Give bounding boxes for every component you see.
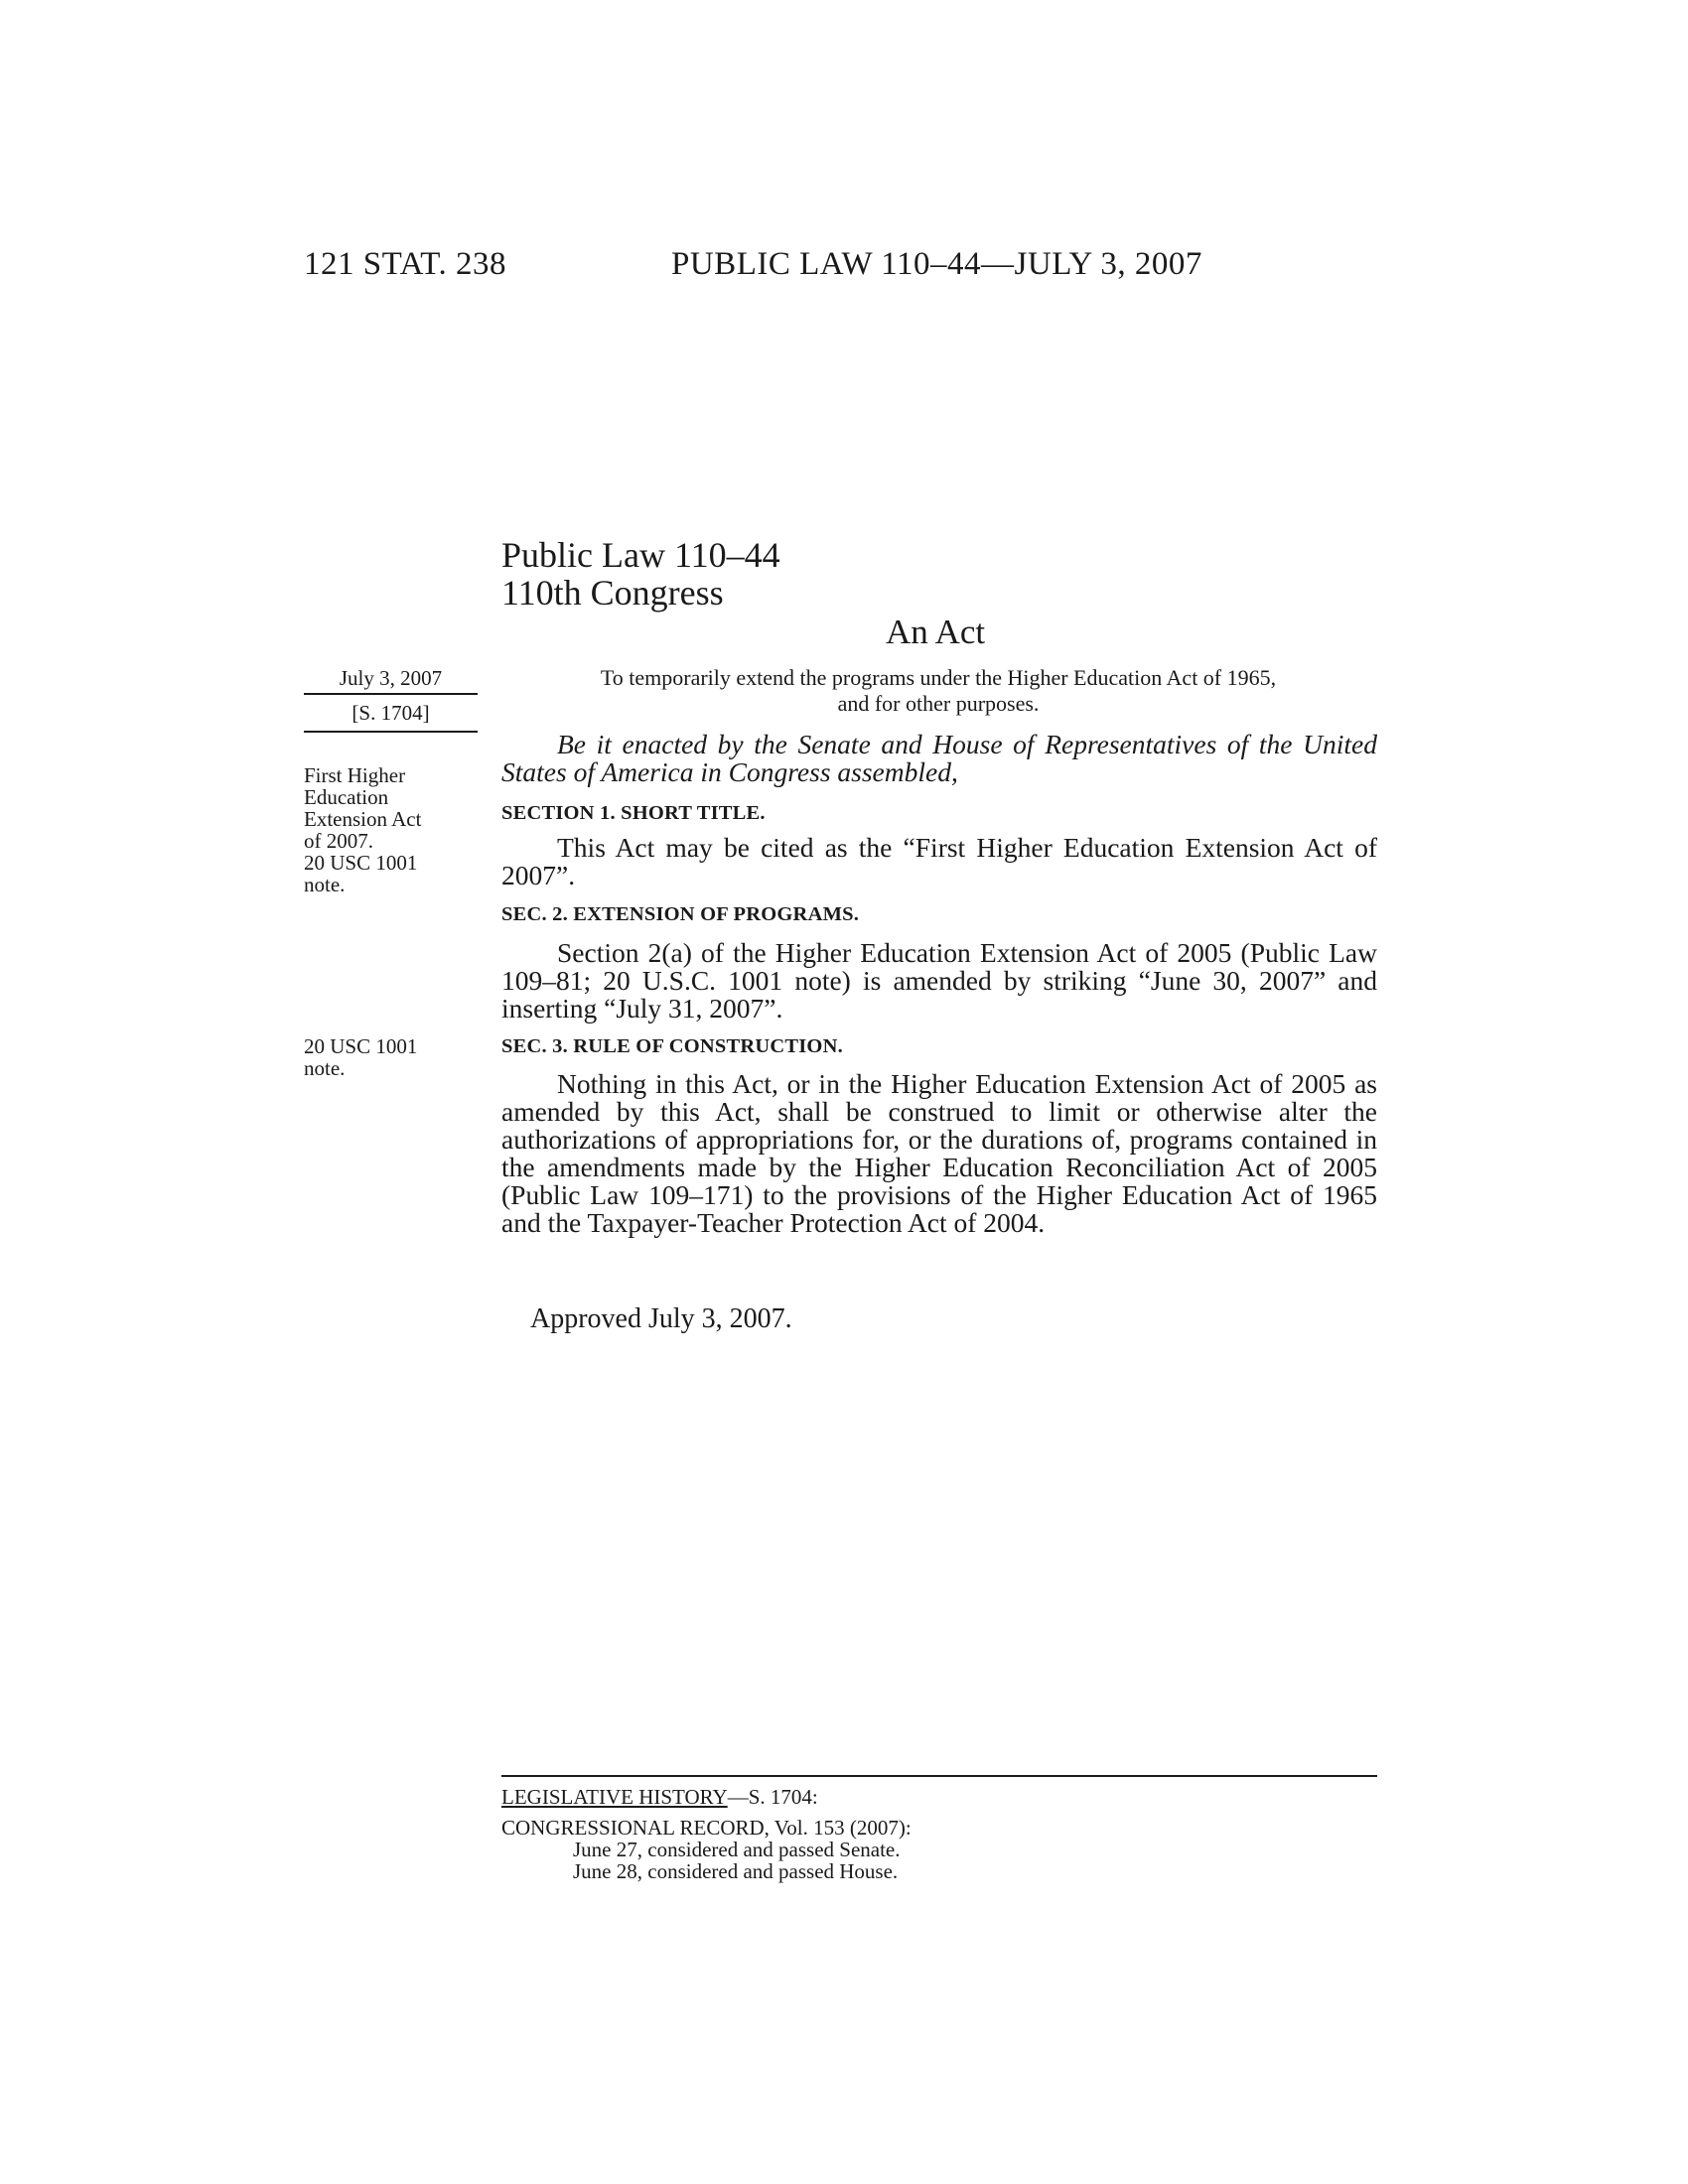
margin-note-short-title — [304, 764, 478, 895]
margin-note-usc — [304, 1035, 478, 1079]
margin-note-line: 20 USC 1001 — [304, 851, 418, 875]
date-bill-box — [304, 666, 478, 733]
margin-note-line: 20 USC 1001 — [304, 1034, 418, 1058]
public-law-number: Public Law 110–44 — [501, 535, 780, 575]
enactment-date: July 3, 2007 — [339, 666, 443, 690]
congressional-record — [501, 1817, 912, 1882]
section-2-text: Section 2(a) of the Higher Education Extension Act of 2005 (Public Law 109–81; 20 U.S.C. 1001 note) is amended by striking “June 30, 2007” and inserting “July 31, 2007”. — [501, 937, 1377, 1024]
act-heading: An Act — [886, 613, 986, 651]
margin-note-line: of 2007. — [304, 829, 373, 853]
margin-rule — [304, 731, 478, 733]
record-item: June 28, considered and passed House. — [573, 1859, 899, 1883]
purpose-line: and for other purposes. — [837, 691, 1040, 716]
bill-number: [S. 1704] — [352, 701, 430, 725]
act-purpose — [501, 665, 1375, 717]
section-3-text: Nothing in this Act, or in the Higher Education Extension Act of 2005 as amended by this Act, shall be construed to limit or otherwise alter the authorizations of appropriations for, or the durations of, programs contained in the amendments made by the Higher Education Reconciliation Act of 2005 (Public Law 109–171) to the provisions of the Higher Education Act of 1965 and the Taxpayer-Teacher Protection Act of 2004. — [501, 1068, 1377, 1238]
margin-rule — [304, 693, 478, 695]
section-2-heading: SEC. 2. EXTENSION OF PROGRAMS. — [501, 903, 860, 925]
purpose-line: To temporarily extend the programs under the Higher Education Act of 1965, — [600, 665, 1277, 690]
margin-note-line: Education — [304, 785, 389, 809]
section-1-heading: SECTION 1. SHORT TITLE. — [501, 802, 766, 824]
section-3-heading: SEC. 3. RULE OF CONSTRUCTION. — [501, 1035, 843, 1057]
section-1-text: This Act may be cited as the “First Higher Education Extension Act of 2007”. — [501, 832, 1377, 890]
congressional-record-title: CONGRESSIONAL RECORD, Vol. 153 (2007): — [501, 1816, 912, 1840]
footer-rule — [501, 1775, 1377, 1777]
legislative-history-heading — [501, 1785, 818, 1810]
enacting-clause: Be it enacted by the Senate and House of Representatives of the United States of America in Congress assembled, — [501, 729, 1377, 787]
margin-note-line: Extension Act — [304, 807, 422, 831]
stat-reference: 121 STAT. 238 — [304, 246, 507, 282]
legislative-history-label: LEGISLATIVE HISTORY — [501, 1785, 728, 1809]
running-header: PUBLIC LAW 110–44—JULY 3, 2007 — [671, 246, 1202, 282]
margin-note-line: First Higher — [304, 763, 406, 787]
margin-note-line: note. — [304, 1056, 346, 1080]
approval-date: Approved July 3, 2007. — [530, 1303, 792, 1334]
record-item: June 27, considered and passed Senate. — [573, 1838, 901, 1861]
congress-label: 110th Congress — [501, 573, 724, 613]
margin-note-line: note. — [304, 873, 346, 896]
legislative-history-bill: —S. 1704: — [727, 1785, 818, 1809]
